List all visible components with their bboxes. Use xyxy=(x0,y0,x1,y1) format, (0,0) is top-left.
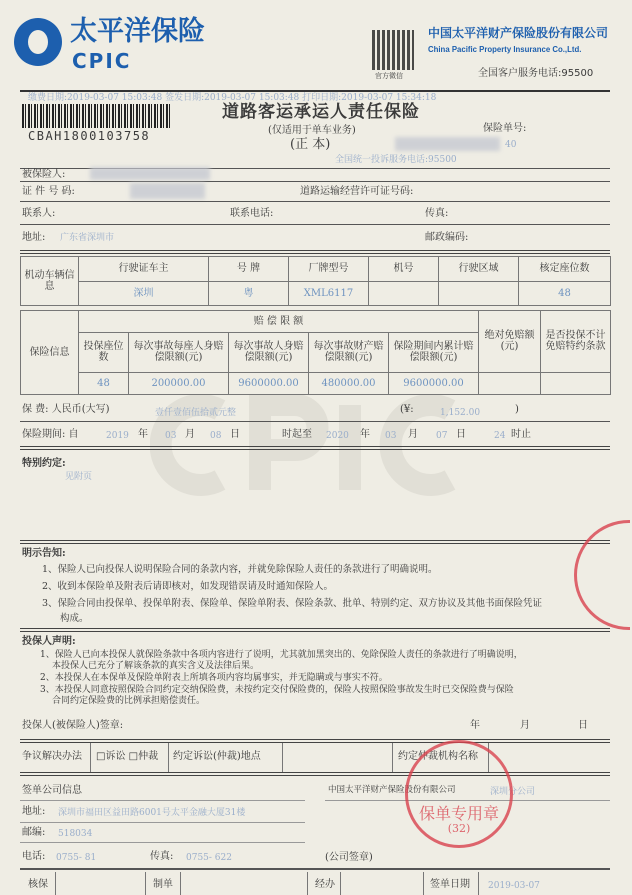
sign-month-label: 月 xyxy=(520,720,530,731)
month-label: 月 xyxy=(408,429,418,440)
vehicle-value: 粤 xyxy=(209,281,289,306)
premium-amount: 1,152.00 xyxy=(440,408,481,418)
special-value: 见附页 xyxy=(65,472,93,482)
cpic-watermark xyxy=(150,390,480,500)
issuer-branch: 深圳分公司 xyxy=(490,787,536,797)
vehicle-header: 行驶证车主 xyxy=(79,257,209,282)
service-line: 全国统一投诉服务电话:95500 xyxy=(335,155,457,165)
dispute-place-label: 约定诉讼(仲裁)地点 xyxy=(173,751,261,762)
company-cn: 中国太平洋财产保险股份有限公司 xyxy=(428,26,609,40)
coverage-header: 投保座位数 xyxy=(79,333,129,373)
coverage-header: 每次事故每座人身赔偿限额(元) xyxy=(129,333,229,373)
month-label: 月 xyxy=(185,429,195,440)
issuer-fax-value: 0755- 622 xyxy=(186,853,232,863)
edge-seal-stamp xyxy=(574,520,630,630)
vehicle-header: 核定座位数 xyxy=(519,257,611,282)
premium-label: 保 费: 人民币(大写) xyxy=(22,404,110,415)
coverage-value: 480000.00 xyxy=(309,372,389,394)
coverage-table xyxy=(20,310,611,395)
postcode-label: 邮政编码: xyxy=(425,232,469,243)
end-hour: 24 xyxy=(494,431,506,441)
stamp-text: 保单专用章 xyxy=(418,804,499,823)
handler-label: 经办 xyxy=(315,879,335,890)
issuer-address-value: 深圳市福田区益田路6001号太平金融大厦31楼 xyxy=(58,808,246,818)
period-label: 保险期间: 自 xyxy=(22,429,79,440)
issuer-label: 签单公司信息 xyxy=(22,785,82,796)
coverage-value xyxy=(479,372,541,394)
special-label: 特别约定: xyxy=(22,458,66,469)
notice-item: 2、收到本保险单及附表后请即核对，如发现错误请及时通知保险人。 xyxy=(42,581,334,592)
coverage-value: 200000.00 xyxy=(129,372,229,394)
declaration-item: 3、本投保人同意按照保险合同约定交纳保险费，未按约定交付保险费的，保险人按照保险事故发生时已交保险费与保险 xyxy=(40,685,514,695)
coverage-header: 每次事故财产赔偿限额(元) xyxy=(309,333,389,373)
stamp-number: (32) xyxy=(447,821,471,835)
document-subtitle: (仅适用于单车业务) xyxy=(268,125,356,136)
meta-dates: 缴费日期:2019-03-07 15:03:48 签发日期:2019-03-07 15:03:48 打印日期:2019-03-07 15:34:18 xyxy=(28,93,437,103)
sign-year-label: 年 xyxy=(470,720,480,731)
notice-item: 1、保险人已向投保人说明保险合同的条款内容，并就免除保险人责任的条款进行了明确说明。 xyxy=(42,564,438,575)
declaration-item: 1、保险人已向本投保人就保险条款中各项内容进行了说明，尤其就加黑突出的、免除保险人责任的条款进行了明确说明， xyxy=(40,650,523,660)
coverage-header: 保险期间内累计赔偿限额(元) xyxy=(389,333,479,373)
address-value: 广东省深圳市 xyxy=(60,233,115,243)
policy-no-value: 40 xyxy=(505,140,517,150)
vehicle-header: 机号 xyxy=(369,257,439,282)
qr-caption: 官方微信 xyxy=(375,72,403,80)
period-end-label: 时止 xyxy=(511,429,531,440)
issuer-seal-label: (公司签章) xyxy=(325,852,373,863)
declaration-label: 投保人声明: xyxy=(22,636,76,647)
coverage-value: 9600000.00 xyxy=(389,372,479,394)
coverage-value xyxy=(541,372,611,394)
coverage-value: 48 xyxy=(79,372,129,394)
issuer-fax-label: 传真: xyxy=(150,851,174,862)
coverage-value: 9600000.00 xyxy=(229,372,309,394)
qr-code-icon xyxy=(372,30,414,70)
issuer-phone-value: 0755- 81 xyxy=(56,853,97,863)
issuer-phone-label: 电话: xyxy=(22,851,46,862)
end-year: 2020 xyxy=(326,431,349,441)
coverage-group-header: 赔 偿 限 额 xyxy=(79,311,479,333)
phone-label: 联系电话: xyxy=(230,208,274,219)
vehicle-value xyxy=(369,281,439,306)
notice-item: 构成。 xyxy=(60,613,89,624)
issue-date-value: 2019-03-07 xyxy=(488,881,540,891)
sign-day-label: 日 xyxy=(578,720,588,731)
underwriting-label: 核保 xyxy=(28,879,48,890)
fax-label: 传真: xyxy=(425,208,449,219)
id-label: 证 件 号 码: xyxy=(22,186,75,197)
logo-cn: 太平洋保险 xyxy=(70,16,205,47)
dispute-label: 争议解决办法 xyxy=(22,751,82,762)
coverage-header: 每次事故人身赔偿限额(元) xyxy=(229,333,309,373)
vehicle-value: 深圳 xyxy=(79,281,209,306)
copy-label: (正 本) xyxy=(290,137,331,152)
policy-no-label: 保险单号: xyxy=(483,123,527,134)
vehicle-value: XML6117 xyxy=(289,281,369,306)
issuer-postcode-value: 518034 xyxy=(58,829,93,839)
vehicle-header: 号 牌 xyxy=(209,257,289,282)
issuer-address-label: 地址: xyxy=(22,806,46,817)
year-label: 年 xyxy=(138,429,148,440)
day-label: 日 xyxy=(456,429,466,440)
vehicle-value: 48 xyxy=(519,281,611,306)
issuer-company: 中国太平洋财产保险股份有限公司 xyxy=(328,785,456,795)
insured-label: 被保险人: xyxy=(22,169,66,180)
document-title: 道路客运承运人责任保险 xyxy=(222,102,420,122)
start-month: 03 xyxy=(165,431,177,441)
vehicle-value xyxy=(439,281,519,306)
signature-label: 投保人(被保险人)签章: xyxy=(22,720,124,731)
barcode-number: CBAH1800103758 xyxy=(28,129,151,143)
period-from-label: 时起至 xyxy=(282,429,312,440)
barcode-icon xyxy=(22,104,170,128)
end-month: 03 xyxy=(385,431,397,441)
maker-label: 制单 xyxy=(153,879,173,890)
policy-seal-stamp xyxy=(405,740,513,848)
contact-label: 联系人: xyxy=(22,208,56,219)
coverage-header: 绝对免赔额(元) xyxy=(479,311,541,373)
cpic-logo-icon xyxy=(14,18,62,66)
coverage-header: 是否投保不计免赔特约条款 xyxy=(541,311,611,373)
address-label: 地址: xyxy=(22,232,46,243)
dispute-options[interactable]: □诉讼 □仲裁 xyxy=(96,751,159,762)
vehicle-table xyxy=(20,256,611,306)
issuer-postcode-label: 邮编: xyxy=(22,827,46,838)
vehicle-header: 厂牌型号 xyxy=(289,257,369,282)
arbitration-label: 约定仲裁机构名称 xyxy=(398,751,478,762)
declaration-item: 本投保人已充分了解该条款的真实含义及法律后果。 xyxy=(52,661,260,671)
coverage-section-label: 保险信息 xyxy=(21,311,79,395)
issue-date-label: 签单日期 xyxy=(430,879,470,890)
vehicle-section-label: 机动车辆信息 xyxy=(21,257,79,306)
company-en: China Pacific Property Insurance Co.,Ltd. xyxy=(428,45,582,54)
notice-label: 明示告知: xyxy=(22,548,66,559)
year-label: 年 xyxy=(360,429,370,440)
premium-words: 壹仟壹佰伍拾贰元整 xyxy=(155,408,237,418)
declaration-item: 2、本投保人在本保单及保险单附表上所填各项内容均属事实，并无隐瞒或与事实不符。 xyxy=(40,673,388,683)
start-day: 08 xyxy=(210,431,222,441)
notice-item: 3、保险合同由投保单、投保单附表、保险单、保险单附表、保险条款、批单、特别约定、双方协议及其他书面保险凭证 xyxy=(42,598,543,609)
end-day: 07 xyxy=(436,431,448,441)
logo-en: CPIC xyxy=(72,49,132,73)
start-year: 2019 xyxy=(106,431,129,441)
day-label: 日 xyxy=(230,429,240,440)
premium-yen-label: (¥: xyxy=(400,404,414,415)
vehicle-header: 行驶区域 xyxy=(439,257,519,282)
hotline: 全国客户服务电话:95500 xyxy=(478,68,594,79)
declaration-item: 合同约定保险费的比例承担赔偿责任。 xyxy=(52,696,206,706)
premium-close: ) xyxy=(515,404,519,415)
license-label: 道路运输经营许可证号码: xyxy=(300,186,414,197)
